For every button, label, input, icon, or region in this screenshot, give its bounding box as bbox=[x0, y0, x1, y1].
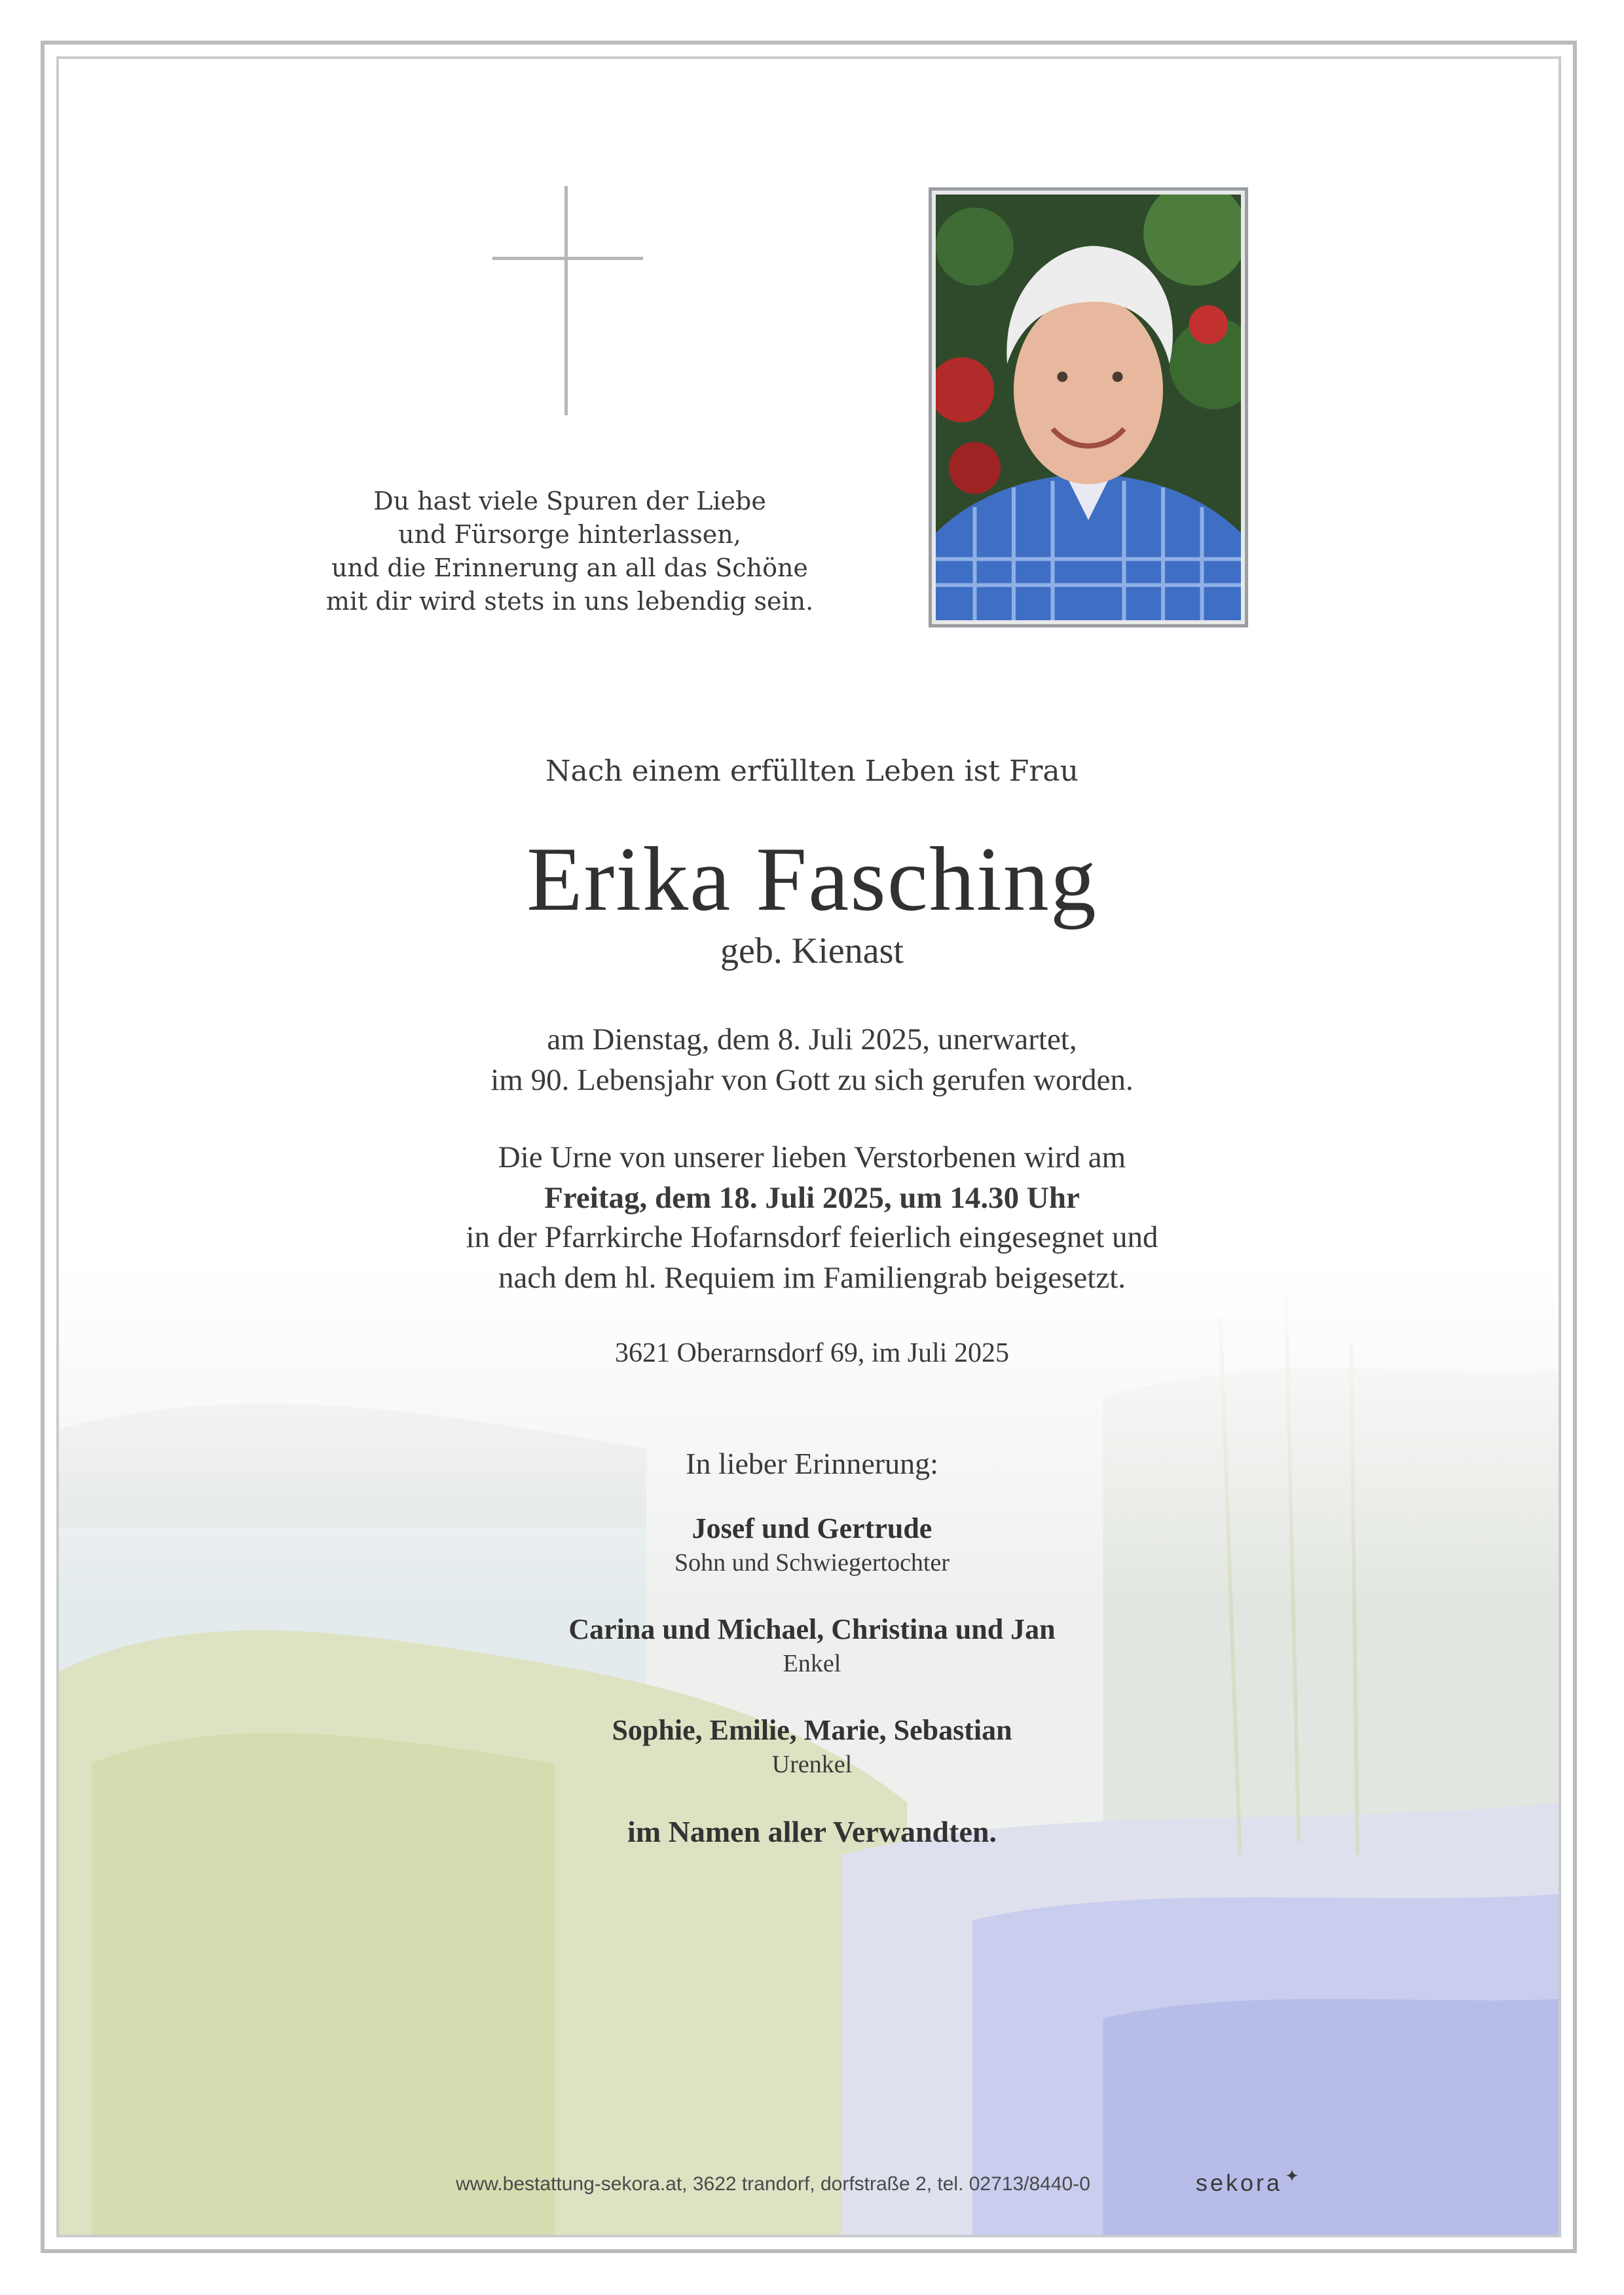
verse-line-4: mit dir wird stets in uns lebendig sein. bbox=[325, 587, 814, 616]
mourner-relation: Urenkel bbox=[771, 1751, 853, 1778]
ceremony-date: Freitag, dem 18. Juli 2025, um 14.30 Uhr bbox=[544, 1181, 1080, 1215]
logo-text: sekora bbox=[1196, 2169, 1283, 2196]
mourner-relation: Enkel bbox=[783, 1650, 841, 1677]
memory-heading: In lieber Erinnerung: bbox=[686, 1447, 938, 1480]
funeral-home-logo bbox=[1196, 2166, 1302, 2197]
verse-line-1: Du hast viele Spuren der Liebe bbox=[373, 487, 766, 515]
urn-line-4: nach dem hl. Requiem im Familiengrab beigesetzt. bbox=[498, 1261, 1126, 1295]
urn-line-3: in der Pfarrkirche Hofarnsdorf feierlich eingesegnet und bbox=[466, 1220, 1158, 1254]
funeral-home-contact: www.bestattung-sekora.at, 3622 trandorf, dorfstraße 2, tel. 02713/8440-0 bbox=[456, 2173, 1090, 2195]
portrait-photo bbox=[929, 187, 1248, 627]
intro-line: Nach einem erfüllten Leben ist Frau bbox=[545, 755, 1079, 788]
mourner-names: Carina und Michael, Christina und Jan bbox=[568, 1613, 1056, 1645]
deceased-name: Erika Fasching bbox=[526, 829, 1098, 930]
cross-vertical-bar bbox=[564, 186, 568, 415]
age-line: im 90. Lebensjahr von Gott zu sich gerufen worden. bbox=[490, 1063, 1134, 1097]
urn-line-1: Die Urne von unserer lieben Verstorbenen wird am bbox=[498, 1140, 1126, 1174]
memorial-verse bbox=[308, 485, 832, 618]
cross-horizontal-bar bbox=[492, 257, 643, 260]
mourner-names: Josef und Gertrude bbox=[692, 1512, 932, 1544]
bird-icon: ✦ bbox=[1285, 2166, 1302, 2186]
verse-line-2: und Fürsorge hinterlassen, bbox=[398, 520, 741, 549]
verse-line-3: und die Erinnerung an all das Schöne bbox=[331, 553, 808, 582]
closing-line: im Namen aller Verwandten. bbox=[627, 1815, 997, 1848]
mourner-names: Sophie, Emilie, Marie, Sebastian bbox=[612, 1714, 1012, 1746]
place-and-date: 3621 Oberarnsdorf 69, im Juli 2025 bbox=[615, 1338, 1009, 1368]
death-date-line: am Dienstag, dem 8. Juli 2025, unerwartet, bbox=[547, 1022, 1077, 1056]
maiden-name: geb. Kienast bbox=[720, 931, 904, 971]
mourner-relation: Sohn und Schwiegertochter bbox=[674, 1549, 950, 1577]
